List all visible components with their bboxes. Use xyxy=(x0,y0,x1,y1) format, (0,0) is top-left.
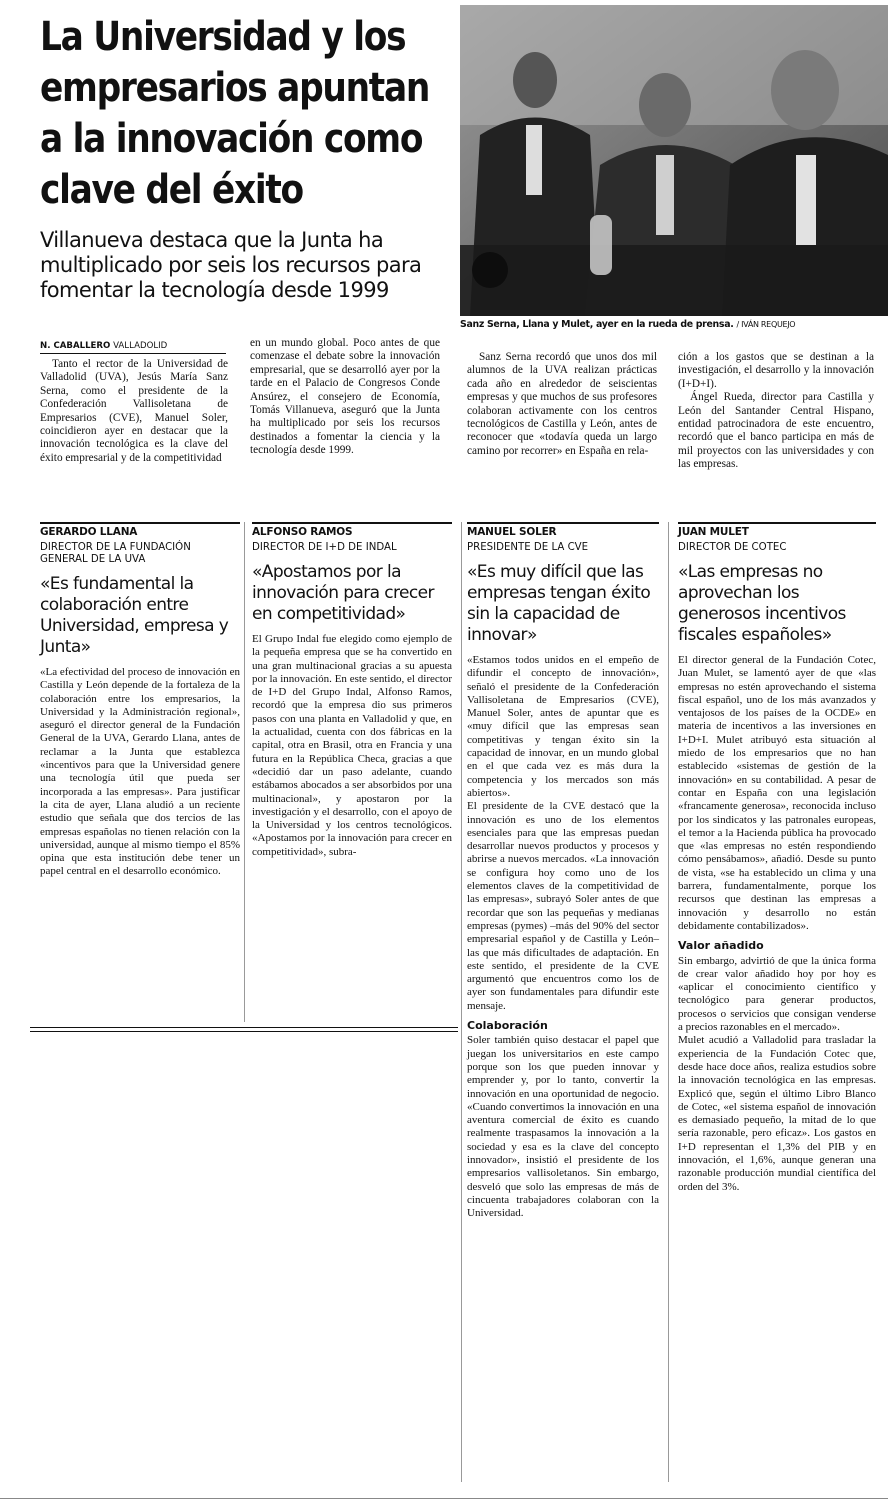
interview-body xyxy=(252,633,452,859)
interviewee-name: MANUEL SOLER xyxy=(467,522,659,538)
intro-paragraph: Tanto el rector de la Universidad de Valladolid (UVA), Jesús María Sanz Serna, como el presidente de la Confederación Vallisoletana de Empresarios (CVE), Manuel Soler, coincidieron ayer en destacar que la innovación tecnológica es la clave del éxito empresarial y de la competitividad xyxy=(40,358,228,464)
section-divider xyxy=(30,1027,458,1032)
body-paragraph: El presidente de la CVE destacó que la innovación es uno de los elementos esenciales para que las empresas puedan desarrollar nuevos productos y procesos y abrirse a nuevos mercados. «La innovación se configura hoy como uno de los elementos claves de la competitividad de las empresas», subrayó Soler antes de que recordar que son las pequeñas y medianas empresas (pymes) –más del 90% del sector empresarial español y de Castilla y León– las que más dificultades de adaptación. En este sentido, el presidente de la CVE argumentó que encuentros como los de ayer son fundamentales para difundir este mensaje. xyxy=(467,800,659,1012)
body-paragraph: Mulet acudió a Valladolid para trasladar la experiencia de la Fundación Cotec que, desde hace doce años, realiza estudios sobre la innovación tecnológica en las empresas. Explicó que, según el último Libro Blanco de Cotec, «el sistema español de innovación es demasiado pequeño, la mitad de lo que sería razonable, pero eficaz». Los gastos en I+D representan el 1,3% del PIB y en innovación, el 1,6%, aunque generan una razonable producción mundial científica del orden del 3%. xyxy=(678,1034,876,1193)
interviewee-name: ALFONSO RAMOS xyxy=(252,522,452,538)
intro-column-3 xyxy=(467,351,657,458)
intro-paragraph: ción a los gastos que se destinan a la investigación, el desarrollo y la innovación (I+D+I). xyxy=(678,351,874,390)
body-paragraph: Soler también quiso destacar el papel que juegan los universitarios en este campo porque son los que pueden innovar y emprender y, por lo tanto, convertir la innovación en una oportunidad de negocio. «Cuando convertimos la innovación en una aventura comercial de éxito es cuando realmente traspasamos la innovación a la sociedad y esa es la clave del concepto innovador», insistió el presidente de los empresarios vallisoletanos. Sin embargo, desveló que solo las empresas de más de cincuenta trabajadores colaboran con la Universidad. xyxy=(467,1034,659,1220)
interviewee-name: GERARDO LLANA xyxy=(40,522,240,538)
headline-line: a la innovación como xyxy=(40,116,423,162)
section-subhead: Valor añadido xyxy=(678,939,764,953)
intro-paragraph: Ángel Rueda, director para Castilla y León del Santander Central Hispano, entidad patrocinadora de este encuentro, recordó que el banco participa en más de mil proyectos con las universidades y con las empresas. xyxy=(678,391,874,471)
headline-line: La Universidad y los xyxy=(40,14,406,60)
interviewee-role: DIRECTOR DE LA FUNDACIÓN GENERAL DE LA UVA xyxy=(40,542,191,565)
body-paragraph: El Grupo Indal fue elegido como ejemplo de la pequeña empresa que se ha convertido en una gran multinacional gracias a su apuesta por la innovación. En este sentido, el director de I+D del Grupo Indal, Alfonso Ramos, recordó que la empresa dio sus primeros pasos con una planta en Valladolid y que, en la actualidad, cuenta con dos fábricas en la capital, otra en Brasil, otra en Francia y una futura en la República Checa, gracias a que «decidió dar un paso adelante, cuando estábamos abocados a ser absorbidos por una multinacional», y apostaron por la investigación y el desarrollo, con el apoyo de la Universidad y los centros tecnológicos. «Apostamos por la innovación para crecer en competitividad», subra- xyxy=(252,633,452,858)
column-divider xyxy=(461,522,462,1482)
pull-quote: «Apostamos por la innovación para crecer en competitividad» xyxy=(252,562,434,624)
subheadline: Villanueva destaca que la Junta ha multiplicado por seis los recursos para fomentar la tecnología desde 1999 xyxy=(40,228,422,302)
intro-paragraph: Sanz Serna recordó que unos dos mil alumnos de la UVA realizan prácticas cada año en alrededor de seiscientas empresas y que muchos de sus profesores colaboran activamente con los centros tecnológicos de Castilla y León, antes de reconocer que «todavía queda un largo camino por recorrer» en España en rela- xyxy=(467,351,657,457)
column-divider xyxy=(668,522,669,1482)
column-divider xyxy=(244,522,245,1022)
pull-quote: «Las empresas no aprovechan los generosos incentivos fiscales españoles» xyxy=(678,562,846,645)
intro-paragraph: en un mundo global. Poco antes de que comenzase el debate sobre la innovación empresarial, que se desarrolló ayer por la tarde en el Palacio de Congresos Conde Ansúrez, el consejero de Economía, Tomás Villanueva, aseguró que la Junta ha multiplicado por seis los recursos destinados a fomentar la ciencia y la tecnología desde 1999. xyxy=(250,337,440,457)
interview-body xyxy=(678,654,876,1194)
interview-box-llana xyxy=(40,522,240,879)
pull-quote: «Es fundamental la colaboración entre Universidad, empresa y Junta» xyxy=(40,574,229,657)
byline-city: VALLADOLID xyxy=(113,341,168,351)
headline-line: empresarios apuntan xyxy=(40,65,430,111)
interviewee-role: DIRECTOR DE COTEC xyxy=(678,542,787,553)
body-paragraph: El director general de la Fundación Cotec, Juan Mulet, se lamentó ayer de que «las empresas no estén aprovechando el sistema fiscal español, uno de los más avanzados y ventajosos de los países de la OCDE» en materia de incentivos a las inversiones en I+D+I. Mulet atribuyó esta situación al miedo de los empresarios que no han establecido «sistemas de gestión de la innovación» en su contabilidad. A pesar de contar en España con una legislación «francamente generosa», reconocida incluso por los sindicatos y las patronales europeas, el temor a la Hacienda pública ha provocado que «las empresas no estén respondiendo cómo pensábamos», añadió. Desde su punto de vista, «se ha establecido un clima y una barrera, fundamentalmente, porque los recursos que destinan las empresas a innovación y desarrollo no están debidamente contabilizados». xyxy=(678,654,876,932)
body-paragraph: Sin embargo, advirtió de que la única forma de crear valor añadido hoy por hoy es «aplicar el conocimiento científico y tecnológico para generar productos, procesos o servicios que consigan venderse a precios razonables en el mercado». xyxy=(678,954,876,1034)
interview-body xyxy=(40,666,240,879)
photo-credit: / IVÁN REQUEJO xyxy=(736,320,796,329)
interviewee-role: PRESIDENTE DE LA CVE xyxy=(467,542,589,553)
headline-line: clave del éxito xyxy=(40,167,303,213)
interview-box-ramos xyxy=(252,522,452,859)
interview-box-mulet xyxy=(678,522,876,1194)
headline xyxy=(40,12,430,216)
interviewee-role: DIRECTOR DE I+D DE INDAL xyxy=(252,542,397,553)
pull-quote: «Es muy difícil que las empresas tengan éxito sin la capacidad de innovar» xyxy=(467,562,651,645)
interviewee-name: JUAN MULET xyxy=(678,522,876,538)
page-bottom-rule xyxy=(0,1498,888,1499)
byline-author: N. CABALLERO xyxy=(40,341,111,351)
interview-body xyxy=(467,654,659,1220)
intro-column-4 xyxy=(678,351,874,472)
body-paragraph: «La efectividad del proceso de innovación en Castilla y León depende de la fortaleza de la colaboración entre los empresarios, la Universidad y la Administración regional», aseguró el director general de la Fundación General de la UVA, Gerardo Llana, antes de reclamar a la Junta que establezca «incentivos para que la Universidad genere una tecnología útil que pueda ser incorporada a las empresas». Para justificar la cita de ayer, Llana aludió a un reciente estudio que señala que dos tercios de las empresas españolas no tienen relación con la universidad, aunque al mismo tiempo el 85% opina que esta institución debe tener un papel central en el desarrollo económico. xyxy=(40,666,240,878)
interview-box-soler xyxy=(467,522,659,1220)
byline xyxy=(40,341,226,354)
intro-column-1 xyxy=(40,358,228,465)
body-paragraph: «Estamos todos unidos en el empeño de difundir el concepto de innovación», señaló el presidente de la Confederación Vallisoletana de Empresarios (CVE), Manuel Soler, antes de apuntar que es «muy difícil que las empresas sean competitivas y tengan éxito sin la capacidad de innovar, en un mundo global en el que cada vez es más dura la competencia y los mercados son más abiertos». xyxy=(467,654,659,799)
caption-text: Sanz Serna, Llana y Mulet, ayer en la rueda de prensa. xyxy=(460,319,734,330)
intro-column-2 xyxy=(250,337,440,458)
photo-caption xyxy=(460,319,888,330)
press-photo xyxy=(460,5,888,316)
section-subhead: Colaboración xyxy=(467,1019,548,1033)
